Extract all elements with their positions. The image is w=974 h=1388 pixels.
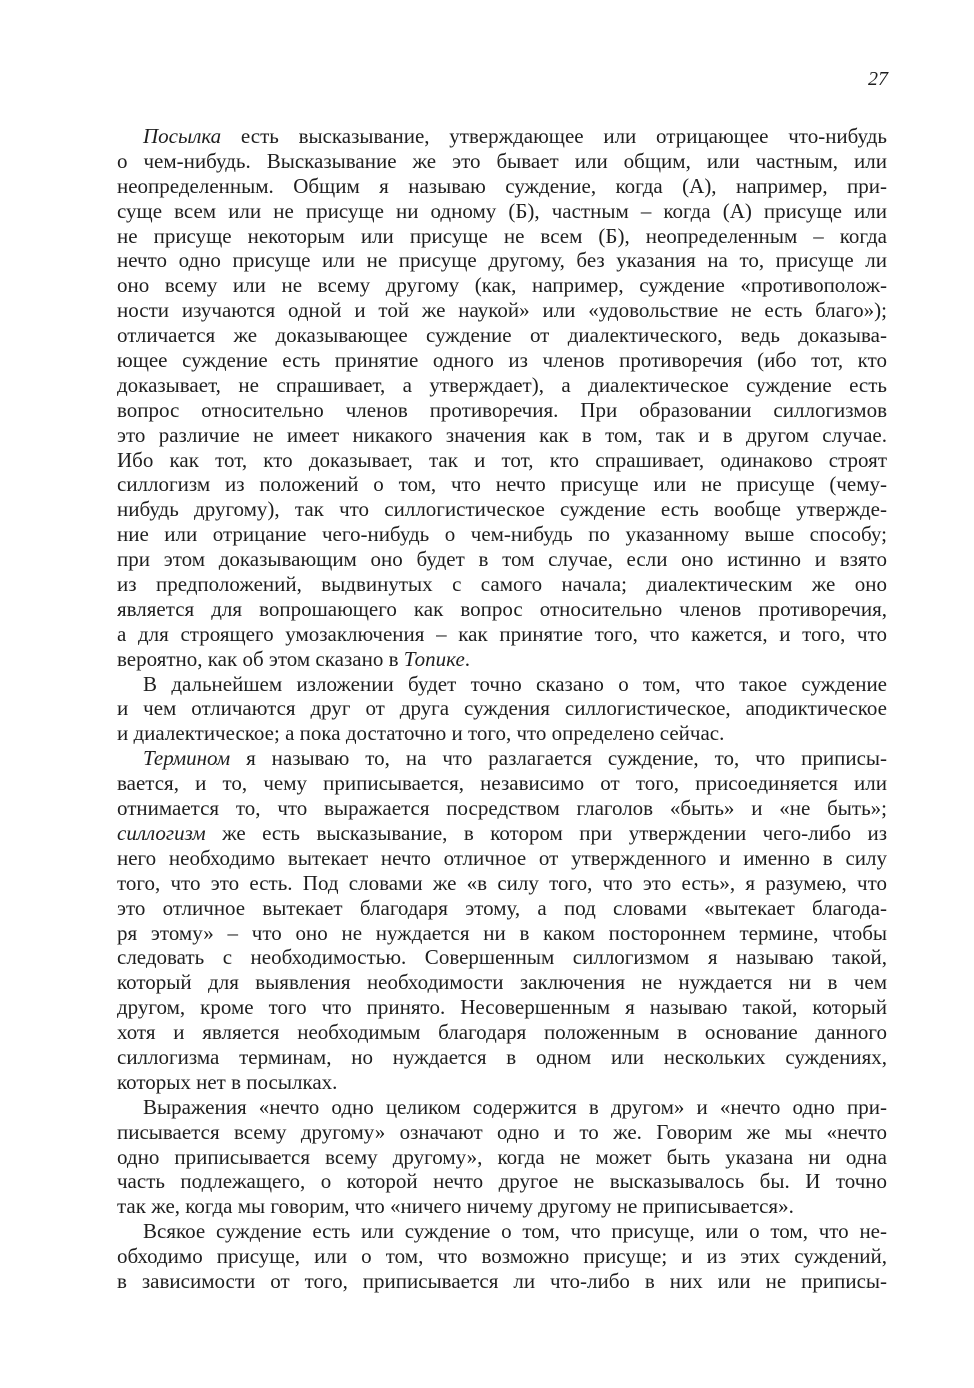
text-line [117,1244,887,1269]
text-line [117,896,887,921]
text-line [117,423,887,448]
text-segment: следовать с необходимостью. Совершенным силлогизмом я называю такой, [117,945,887,970]
text-line [117,298,887,323]
text-line [117,647,887,672]
text-segment: который для выявления необходимости заключения не нуждается ни в чем [117,970,887,995]
text-line [117,1145,887,1170]
page-number: 27 [868,68,888,90]
text-segment: Ибо как тот, кто доказывает, так и тот, кто спрашивает, одинаково строят [117,447,887,472]
text-segment: так же, когда мы говорим, что «ничего ничему другому не приписывается». [117,1194,794,1219]
text-segment: одно приписывается всему другому», когда не может быть указана ни одна [117,1144,887,1169]
text-segment: ности изучаются одной и той же наукой» или «удовольствие не есть благо»); [117,298,887,323]
text-segment: из предположений, выдвинутых с самого начала; диалектическим же оно [117,572,887,597]
text-segment: о чем-нибудь. Высказывание же это бывает или общим, или частным, или [117,148,887,173]
paragraph [117,672,887,747]
italic-term: Топике [403,646,465,671]
text-line [117,696,887,721]
text-segment: а для строящего умозаключения – как принятие того, что кажется, и того, что [117,621,887,646]
paragraph [117,746,887,1094]
text-line [117,273,887,298]
text-line [117,1095,887,1120]
text-segment: вается, и то, чему приписывается, независимо от того, присоединяется или [117,771,887,796]
text-segment: не присуще некоторым или присуще не всем (Б), неопределенным – когда [117,223,887,248]
text-line [117,1269,887,1294]
text-segment: и чем отличаются друг от друга суждения силлогистическое, аподиктическое [117,696,887,721]
text-line [117,448,887,473]
text-segment: обходимо присуще, или о том, что возможно присуще; и из этих суждений, [117,1244,887,1269]
text-line [117,572,887,597]
text-segment: я называю то, на что разлагается суждение, то, что приписы- [230,746,887,771]
italic-term: Посылка [143,124,222,148]
text-segment: и диалектическое; а пока достаточно и того, что определено сейчас. [117,721,725,746]
text-segment: нечто одно присуще или не присуще другому, без указания на то, присуще ли [117,248,887,273]
text-segment: отнимается то, что выражается посредством глаголов «быть» и «не быть»; [117,796,887,821]
text-segment: того, что это есть. Под словами же «в силу того, что это есть», я разумею, что [117,870,887,895]
text-line [117,771,887,796]
body-text [117,124,887,1294]
text-line [117,348,887,373]
text-line [117,174,887,199]
text-segment: него необходимо вытекает нечто отличное от утвержденного и именно в силу [117,845,887,870]
text-segment: ние или отрицание чего-нибудь о чем-нибудь по указанному выше способу; [117,522,887,547]
paragraph [117,1219,887,1294]
text-line [117,373,887,398]
text-line [117,248,887,273]
italic-term: Термином [143,746,231,771]
text-line [117,398,887,423]
text-line [117,821,887,846]
text-line [117,472,887,497]
text-line [117,1045,887,1070]
italic-term: силлогизм [117,820,206,845]
text-segment: Всякое суждение есть или суждение о том, что присуще, или о том, что не- [143,1219,887,1244]
text-segment: суще всем или не присуще ни одному (Б), частным – когда (А) присуще или [117,198,887,223]
text-line [117,672,887,697]
text-segment: вопрос относительно членов противоречия. При образовании силлогизмов [117,397,887,422]
text-line [117,1020,887,1045]
text-line [117,597,887,622]
text-segment: есть высказывание, утверждающее или отрицающее что-нибудь [221,124,887,148]
text-line [117,497,887,522]
text-line [117,871,887,896]
text-line [117,746,887,771]
text-line [117,846,887,871]
text-segment: часть подлежащего, о которой нечто другое не высказывалось бы. И точно [117,1169,887,1194]
text-line [117,124,887,149]
text-line [117,796,887,821]
text-segment: оно всему или не всему другому (как, например, суждение «противополож- [117,273,887,298]
text-segment: хотя и является необходимым благодаря положенным в основание данного [117,1020,887,1045]
text-segment: Выражения «нечто одно целиком содержится в другом» и «нечто одно при- [143,1094,887,1119]
text-line [117,622,887,647]
text-segment: неопределенным. Общим я называю суждение, когда (А), например, при- [117,173,887,198]
text-segment: в зависимости от того, приписывается ли что-либо в них или не приписы- [117,1268,887,1293]
text-segment: ря этому» – что оно не нуждается ни в каком постороннем термине, чтобы [117,920,887,945]
text-segment: это различие не имеет никакого значения как в том, так и в другом случае. [117,422,887,447]
text-segment: отличается же доказывающее суждение от диалектического, ведь доказыва- [117,323,887,348]
text-line [117,224,887,249]
text-line [117,1120,887,1145]
text-segment: силлогизма терминам, но нуждается в одном или нескольких суждениях, [117,1044,887,1069]
text-line [117,522,887,547]
text-line [117,1194,887,1219]
text-segment: В дальнейшем изложении будет точно сказано о том, что такое суждение [143,671,887,696]
text-line [117,1070,887,1095]
text-line [117,995,887,1020]
text-segment: ющее суждение есть принятие одного из членов противоречия (ибо тот, кто [117,348,887,373]
text-segment: доказывает, не спрашивает, а утверждает), а диалектическое суждение есть [117,372,887,397]
text-line [117,199,887,224]
text-segment: нибудь другому), так что силлогистическое суждение есть вообще утвержде- [117,497,887,522]
text-line [117,970,887,995]
text-segment: является для вопрошающего как вопрос относительно членов противоречия, [117,596,887,621]
text-line [117,921,887,946]
text-segment: вероятно, как об этом сказано в [117,646,404,671]
text-line [117,945,887,970]
text-line [117,323,887,348]
paragraph [117,1095,887,1219]
text-segment: другом, кроме того что принято. Несовершенным я называю такой, который [117,995,887,1020]
text-line [117,547,887,572]
text-segment: силлогизм из положений о том, что нечто присуще или не присуще (чему- [117,472,887,497]
paragraph [117,124,887,672]
text-segment: же есть высказывание, в котором при утверждении чего-либо из [205,820,887,845]
text-segment: писывается всему другому» означают одно и то же. Говорим же мы «нечто [117,1119,887,1144]
text-line [117,1169,887,1194]
text-line [117,1219,887,1244]
text-segment: . [464,646,471,671]
text-segment: которых нет в посылках. [117,1069,338,1094]
text-line [117,721,887,746]
text-segment: это отличное вытекает благодаря этому, а под словами «вытекает благода- [117,895,887,920]
text-line [117,149,887,174]
text-segment: при этом доказывающим оно будет в том случае, если оно истинно и взято [117,547,887,572]
